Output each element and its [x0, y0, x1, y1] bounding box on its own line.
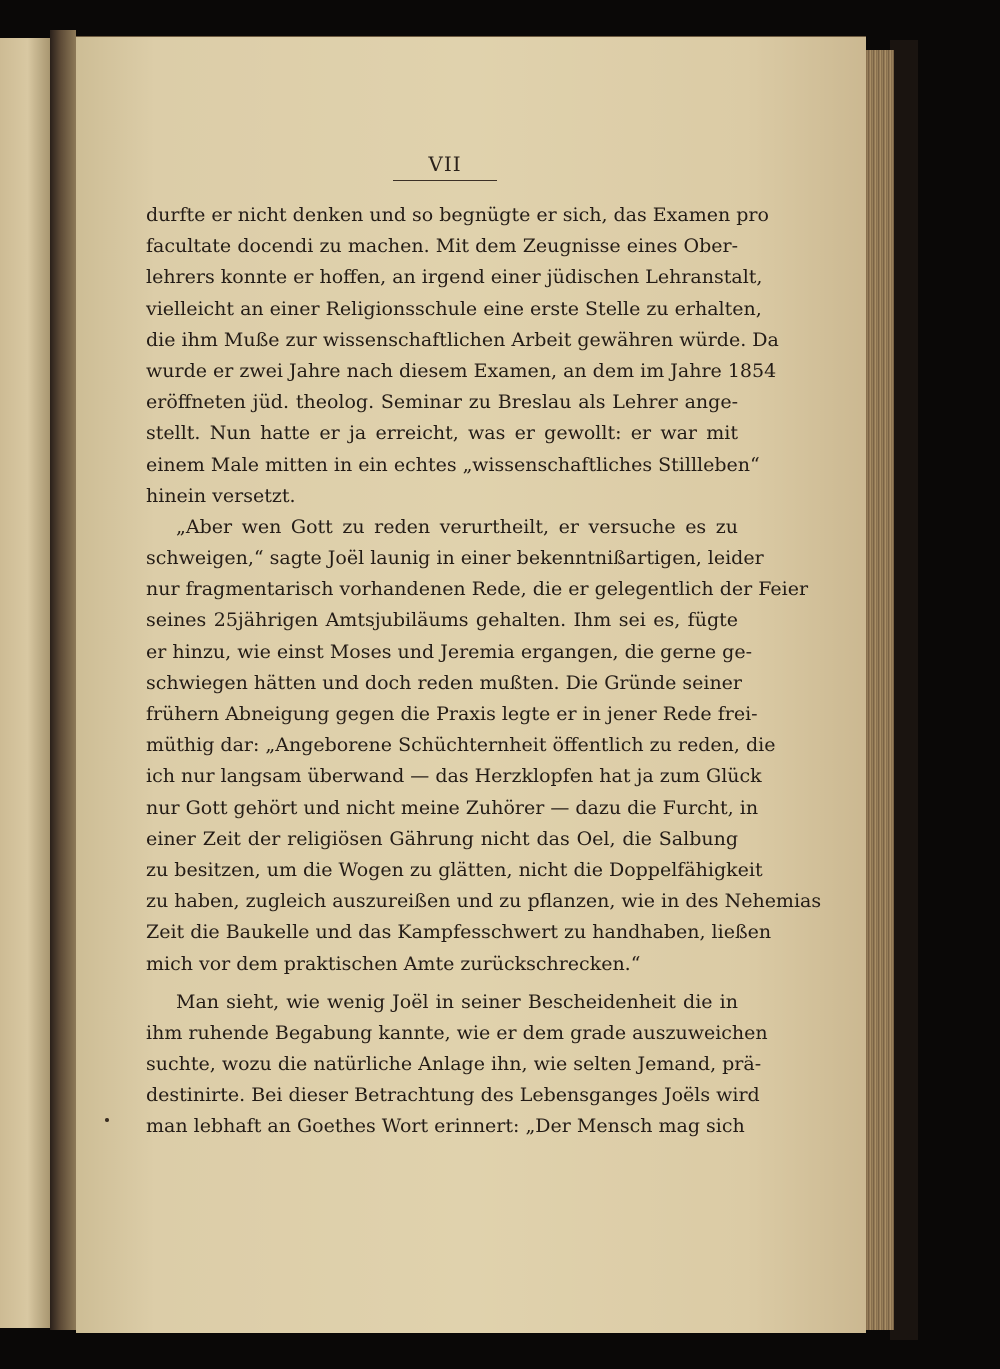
text-line: durfte er nicht denken und so begnügte er sich, das Examen pro: [146, 204, 769, 226]
text-line: Man sieht, wie wenig Joël in seiner Bescheidenheit die in: [176, 990, 738, 1013]
text-line: er hinzu, wie einst Moses und Jeremia ergangen, die gerne ge-: [146, 640, 752, 663]
text-line: suchte, wozu die natürliche Anlage ihn, wie selten Jemand, prä-: [146, 1053, 762, 1076]
text-line: zu besitzen, um die Wogen zu glätten, nicht die Doppelfähigkeit: [146, 858, 763, 881]
text-line: hinein versetzt.: [146, 484, 296, 507]
book-cover-edge: [890, 40, 918, 1340]
text-line: mich vor dem praktischen Amte zurückschrecken.“: [146, 952, 641, 975]
text-line: müthig dar: „Angeborene Schüchternheit öffentlich zu reden, die: [146, 734, 776, 757]
text-line: ich nur langsam überwand — das Herzklopfen hat ja zum Glück: [146, 765, 762, 788]
text-line: einer Zeit der religiösen Gährung nicht das Oel, die Salbung: [146, 827, 738, 850]
text-line: vielleicht an einer Religionsschule eine erste Stelle zu erhalten,: [146, 297, 762, 320]
left-page-edge: [0, 38, 52, 1328]
text-line: destinirte. Bei dieser Betrachtung des Lebensganges Joëls wird: [146, 1084, 760, 1107]
text-line: schweigen,“ sagte Joël launig in einer bekenntnißartigen, leider: [146, 547, 764, 570]
text-line: „Aber wen Gott zu reden verurtheilt, er versuche es zu: [176, 515, 738, 538]
text-line: schwiegen hätten und doch reden mußten. Die Gründe seiner: [146, 671, 743, 694]
text-line: frühern Abneigung gegen die Praxis legte er in jener Rede frei-: [146, 703, 758, 725]
text-line: einem Male mitten in ein echtes „wissenschaftliches Stillleben“: [146, 453, 760, 476]
paragraph-gap: [146, 980, 738, 987]
body-text: [146, 200, 822, 1143]
text-line: wurde er zwei Jahre nach diesem Examen, an dem im Jahre 1854: [146, 359, 777, 382]
text-line: stellt. Nun hatte er ja erreicht, was er gewollt: er war mit: [146, 422, 738, 445]
text-line: seines 25jährigen Amtsjubiläums gehalten. Ihm sei es, fügte: [146, 609, 738, 632]
text-line: zu haben, zugleich auszureißen und zu pflanzen, wie in des Nehemias: [146, 890, 822, 913]
book-gutter: [50, 30, 76, 1330]
text-line: Zeit die Baukelle und das Kampfesschwert zu handhaben, ließen: [146, 921, 772, 944]
header-rule: [393, 180, 497, 181]
text-line: ihm ruhende Begabung kannte, wie er dem grade auszuweichen: [146, 1021, 768, 1044]
text-line: facultate docendi zu machen. Mit dem Zeugnisse eines Ober-: [146, 235, 738, 258]
text-line: lehrers konnte er hoffen, an irgend einer jüdischen Lehranstalt,: [146, 266, 763, 289]
text-line: die ihm Muße zur wissenschaftlichen Arbeit gewähren würde. Da: [146, 328, 779, 351]
text-line: nur fragmentarisch vorhandenen Rede, die er gelegentlich der Feier: [146, 578, 809, 601]
text-line: eröffneten jüd. theolog. Seminar zu Breslau als Lehrer ange-: [146, 391, 738, 414]
text-line: man lebhaft an Goethes Wort erinnert: „Der Mensch mag sich: [146, 1115, 745, 1138]
page-number: VII: [428, 152, 462, 176]
text-line: nur Gott gehört und nicht meine Zuhörer — dazu die Furcht, in: [146, 796, 759, 819]
margin-mark: [105, 1118, 109, 1122]
